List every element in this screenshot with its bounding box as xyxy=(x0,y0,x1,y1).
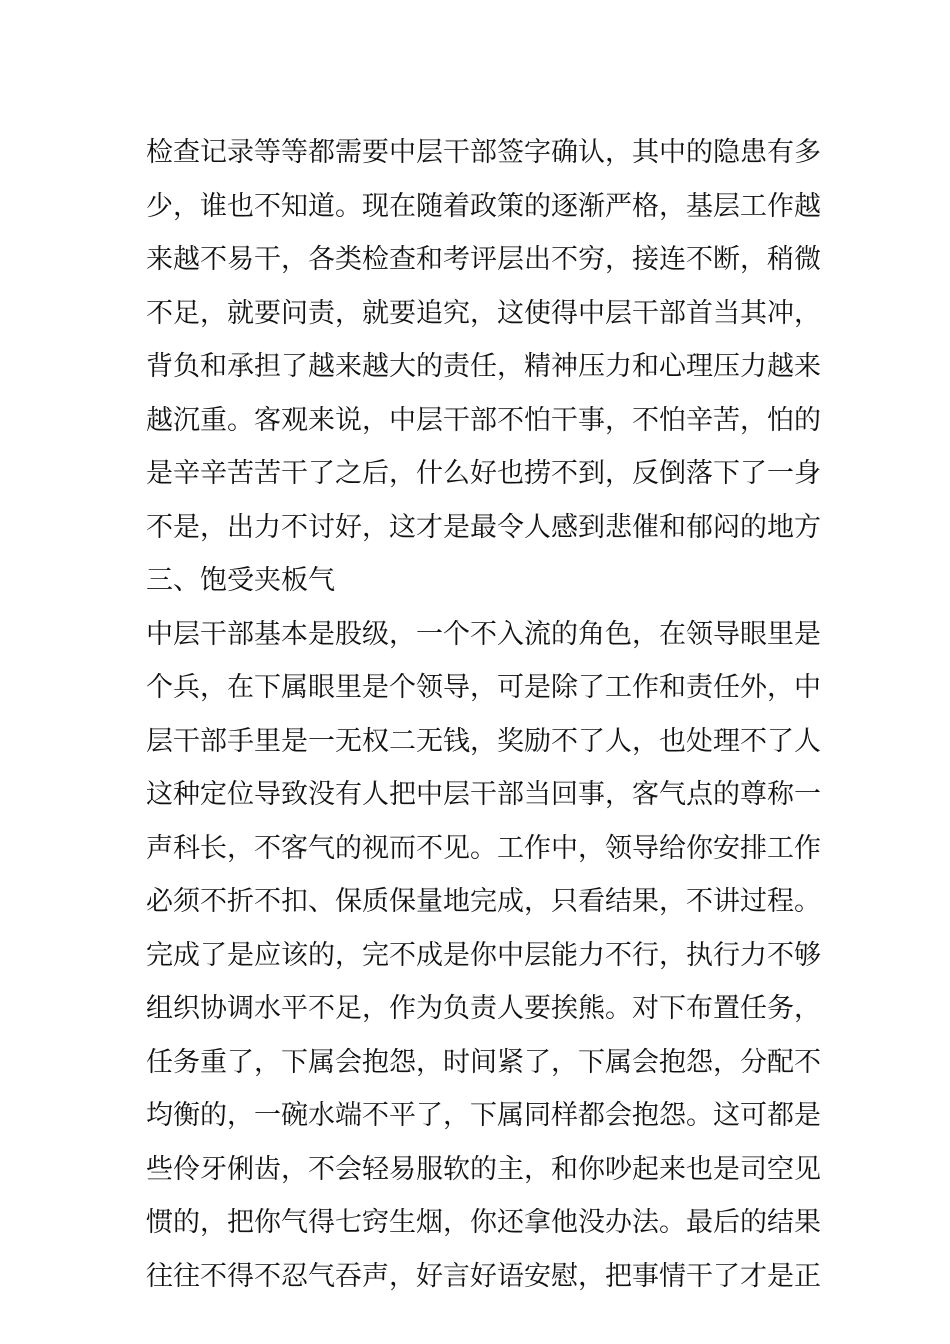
text-line: 不是，出力不讨好，这才是最令人感到悲催和郁闷的地方 xyxy=(146,511,821,543)
text-line: 少，谁也不知道。现在随着政策的逐渐严格，基层工作越 xyxy=(146,190,821,222)
text-line: 些伶牙俐齿，不会轻易服软的主，和你吵起来也是司空见 xyxy=(146,1153,821,1185)
text-line: 层干部手里是一无权二无钱，奖励不了人，也处理不了人 xyxy=(146,725,821,757)
text-line: 往往不得不忍气吞声，好言好语安慰，把事情干了才是正 xyxy=(146,1260,821,1292)
text-line: 中层干部基本是股级，一个不入流的角色，在领导眼里是 xyxy=(146,618,821,650)
text-line: 任务重了，下属会抱怨，时间紧了，下属会抱怨，分配不 xyxy=(146,1046,821,1078)
text-line: 是辛辛苦苦干了之后，什么好也捞不到，反倒落下了一身 xyxy=(146,458,821,489)
text-line: 背负和承担了越来越大的责任，精神压力和心理压力越来 xyxy=(146,351,821,382)
text-line: 检查记录等等都需要中层干部签字确认，其中的隐患有多 xyxy=(146,137,821,168)
text-line: 来越不易干，各类检查和考评层出不穷，接连不断，稍微 xyxy=(146,244,821,275)
text-line: 个兵，在下属眼里是个领导，可是除了工作和责任外，中 xyxy=(146,672,821,703)
text-line: 必须不折不扣、保质保量地完成，只看结果，不讲过程。 xyxy=(146,886,821,917)
text-line: 惯的，把你气得七窍生烟，你还拿他没办法。最后的结果 xyxy=(146,1207,821,1238)
text-line: 不足，就要问责，就要追究，这使得中层干部首当其冲， xyxy=(146,297,821,329)
text-line: 完成了是应该的，完不成是你中层能力不行，执行力不够 xyxy=(146,939,821,971)
text-line: 均衡的，一碗水端不平了，下属同样都会抱怨。这可都是 xyxy=(146,1100,821,1131)
text-line: 这种定位导致没有人把中层干部当回事，客气点的尊称一 xyxy=(146,779,821,810)
text-line: 声科长，不客气的视而不见。工作中，领导给你安排工作 xyxy=(146,832,821,864)
text-line: 组织协调水平不足，作为负责人要挨熊。对下布置任务， xyxy=(146,993,821,1024)
text-line: 越沉重。客观来说，中层干部不怕干事，不怕辛苦，怕的 xyxy=(146,404,821,436)
body-text xyxy=(146,126,821,1303)
section-heading: 三、饱受夹板气 xyxy=(146,565,335,596)
